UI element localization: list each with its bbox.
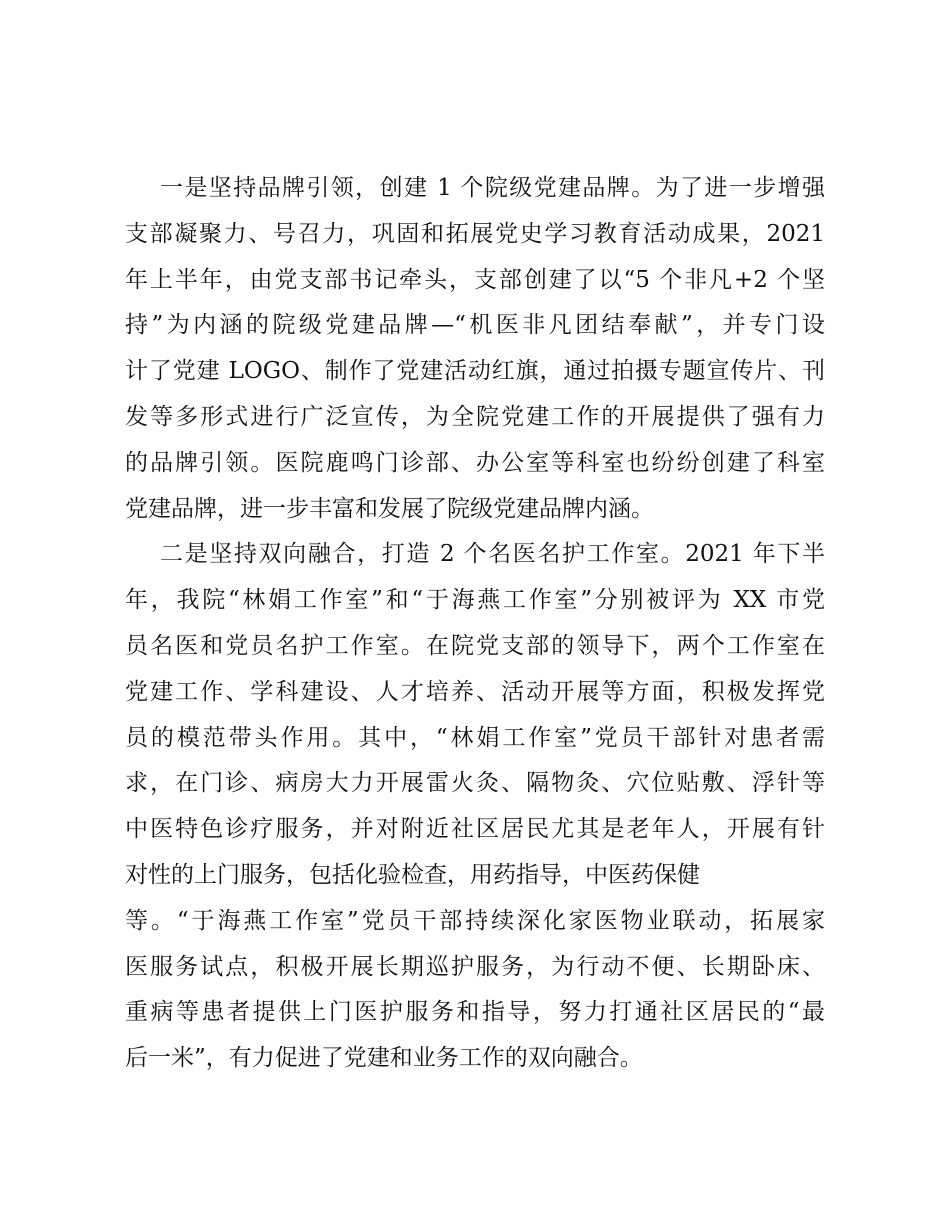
text-line: 党建品牌，进一步丰富和发展了院级党建品牌内涵。 — [125, 495, 654, 522]
text-line: 年上半年，由党支部书记牵头，支部创建了以“5 个非凡+2 个坚 — [125, 266, 825, 293]
text-line: 中医特色诊疗服务，并对附近社区居民尤其是老年人，开展有针 — [125, 816, 825, 843]
text-line: 二是坚持双向融合，打造 2 个名医名护工作室。2021 年下半 — [160, 541, 825, 568]
text-line: 后一米”，有力促进了党建和业务工作的双向融合。 — [125, 1045, 643, 1072]
text-line: 员的模范带头作用。其中，“林娟工作室”党员干部针对患者需 — [125, 724, 825, 751]
text-line: 对性的上门服务，包括化验检查，用药指导，中医药保健 — [125, 861, 700, 888]
text-line: 支部凝聚力、号召力，巩固和拓展党史学习教育活动成果，2021 — [125, 220, 825, 247]
text-line: 党建工作、学科建设、人才培养、活动开展等方面，积极发挥党 — [125, 678, 825, 705]
text-line: 计了党建 LOGO、制作了党建活动红旗，通过拍摄专题宣传片、刊 — [125, 358, 825, 385]
text-line: 等。“于海燕工作室”党员干部持续深化家医物业联动，拓展家 — [125, 907, 825, 934]
text-line: 医服务试点，积极开展长期巡护服务，为行动不便、长期卧床、 — [125, 953, 825, 980]
text-line: 求，在门诊、病房大力开展雷火灸、隔物灸、穴位贴敷、浮针等 — [125, 770, 825, 797]
paragraph-dual-integration — [125, 532, 825, 1082]
text-line: 的品牌引领。医院鹿鸣门诊部、办公室等科室也纷纷创建了科室 — [125, 449, 825, 476]
paragraph-brand-leadership — [125, 166, 825, 532]
document-body — [125, 166, 825, 1082]
text-line: 一是坚持品牌引领，创建 1 个院级党建品牌。为了进一步增强 — [160, 175, 825, 201]
text-line: 员名医和党员名护工作室。在院党支部的领导下，两个工作室在 — [125, 632, 825, 659]
text-line: 持”为内涵的院级党建品牌—“机医非凡团结奉献”，并专门设 — [125, 312, 825, 339]
text-line: 重病等患者提供上门医护服务和指导，努力打通社区居民的“最 — [125, 999, 825, 1026]
text-line: 发等多形式进行广泛宣传，为全院党建工作的开展提供了强有力 — [125, 403, 825, 430]
text-line: 年，我院“林娟工作室”和“于海燕工作室”分别被评为 XX 市党 — [125, 587, 825, 614]
